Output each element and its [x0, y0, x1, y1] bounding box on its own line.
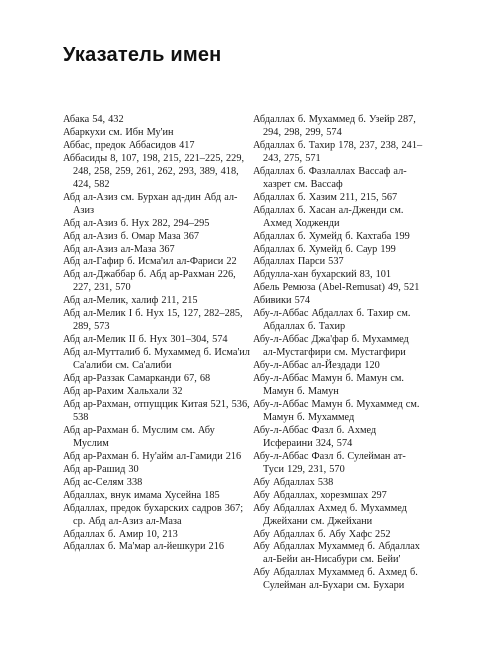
index-entry: Абдаллах б. Хумейд б. Саур 199 [253, 243, 396, 255]
index-entry: Абивики 574 [253, 295, 311, 307]
index-entry: Абд ал-Азиз см. Бурхан ад-дин Абд ал-Азиз [63, 191, 238, 216]
index-entry: Абу-л-Аббас Фазл б. Ахмед Исфераини 324, 574 [253, 424, 377, 449]
page-title: Указатель имен [63, 44, 222, 66]
index-entry: Абдаллах Парси 537 [253, 256, 344, 268]
index-entry: Аббасиды 8, 107, 198, 215, 221–225, 229, 248, 258, 259, 261, 262, 293, 389, 418, 424, 582 [63, 152, 245, 190]
index-entry: Абд ар-Рашид 30 [63, 463, 139, 475]
index-entry: Абу-л-Аббас Абдаллах б. Тахир см. Абдаллах б. Тахир [253, 308, 411, 333]
index-entry: Абд ал-Мелик, халиф 211, 215 [63, 295, 198, 307]
index-column-right [253, 114, 423, 593]
index-entry: Абдаллах б. Тахир 178, 237, 238, 241–243, 275, 571 [253, 139, 423, 164]
index-entry: Абу Абдаллах, хорезмшах 297 [253, 489, 387, 501]
index-entry: Абд ар-Рахман, отпущцик Китая 521, 536, 538 [63, 398, 250, 423]
index-entry: Абд ар-Рахман б. Ну'айм ал-Гамиди 216 [63, 450, 242, 462]
index-entry: Абд ал-Азиз б. Омар Маза 367 [63, 230, 200, 242]
index-entry: Абу Абдаллах Мухаммед б. Абдаллах ал-Бейи ан-Нисабури см. Бейи' [253, 541, 420, 566]
index-entry: Абу Абдаллах б. Абу Хафс 252 [253, 528, 391, 540]
index-entry: Абель Ремюза (Abel-Remusat) 49, 521 [253, 282, 420, 294]
index-entry: Абу-л-Аббас Мамун б. Мамун см. Мамун б. Мамун [253, 373, 405, 398]
index-entry: Абаркухи см. Ибн Му'ин [63, 126, 174, 138]
index-entry: Абд ас-Селям 338 [63, 476, 143, 488]
index-entry: Абу-л-Аббас Джа'фар б. Мухаммед ал-Мустагфири см. Мустагфири [253, 334, 409, 359]
index-entry: Абдаллах б. Хасан ал-Дженди см. Ахмед Ходженди [253, 204, 404, 229]
index-entry: Абдаллах б. Фазлаллах Вассаф ал-хазрет см. Вассаф [253, 165, 407, 190]
index-entry: Абдаллах б. Амир 10, 213 [63, 528, 178, 540]
index-entry: Абд ал-Азиз ал-Маза 367 [63, 243, 175, 255]
index-entry: Абд ал-Азиз б. Нух 282, 294–295 [63, 217, 210, 229]
index-entry: Абдаллах б. Хазим 211, 215, 567 [253, 191, 398, 203]
index-entry: Абу-л-Аббас ал-Йездади 120 [253, 360, 380, 372]
index-entry: Абд ар-Рахман б. Муслим см. Абу Муслим [63, 424, 215, 449]
index-entry: Абд ар-Раззак Самарканди 67, 68 [63, 373, 211, 385]
index-entry: Абу Абдаллах Мухаммед б. Ахмед б. Сулейман ал-Бухари см. Бухари [253, 567, 418, 592]
index-entry: Абд ал-Мелик II б. Нух 301–304, 574 [63, 334, 228, 346]
index-entry: Абд ал-Гафир б. Исма'ил ал-Фариси 22 [63, 256, 237, 268]
index-entry: Абд ал-Мутталиб б. Мухаммед б. Исма'ил Са'алиби см. Са'алиби [63, 347, 250, 372]
index-entry: Абд ал-Джаббар б. Абд ар-Рахман 226, 227, 231, 570 [63, 269, 236, 294]
index-entry: Абдаллах б. Хумейд б. Кахтаба 199 [253, 230, 410, 242]
index-entry: Абака 54, 432 [63, 114, 124, 125]
index-entry: Абдаллах, внук имама Хусейна 185 [63, 489, 220, 501]
index-entry: Абу Абдаллах Ахмед б. Мухаммед Джейхани см. Джейхани [253, 502, 407, 527]
index-entry: Абу-л-Аббас Мамун б. Мухаммед см. Мамун б. Мухаммед [253, 398, 420, 423]
index-entry: Абу Абдаллах 538 [253, 476, 334, 488]
index-entry: Абдаллах б. Мухаммед б. Узейр 287, 294, 298, 299, 574 [253, 114, 416, 138]
index-entry: Абд ар-Рахим Хальхали 32 [63, 386, 183, 398]
index-column-left [63, 114, 253, 554]
index-entry: Аббас, предок Аббасидов 417 [63, 139, 195, 151]
index-entry: Абу-л-Аббас Фазл б. Сулейман ат-Туси 129, 231, 570 [253, 450, 406, 475]
index-entry: Абдаллах б. Ма'мар ал-йешкури 216 [63, 541, 224, 553]
index-entry: Абдаллах, предок бухарских садров 367; ср. Абд ал-Азиз ал-Маза [63, 502, 244, 527]
index-entry: Абдулла-хан бухарский 83, 101 [253, 269, 392, 281]
index-entry: Абд ал-Мелик I б. Нух 15, 127, 282–285, 289, 573 [63, 308, 243, 333]
